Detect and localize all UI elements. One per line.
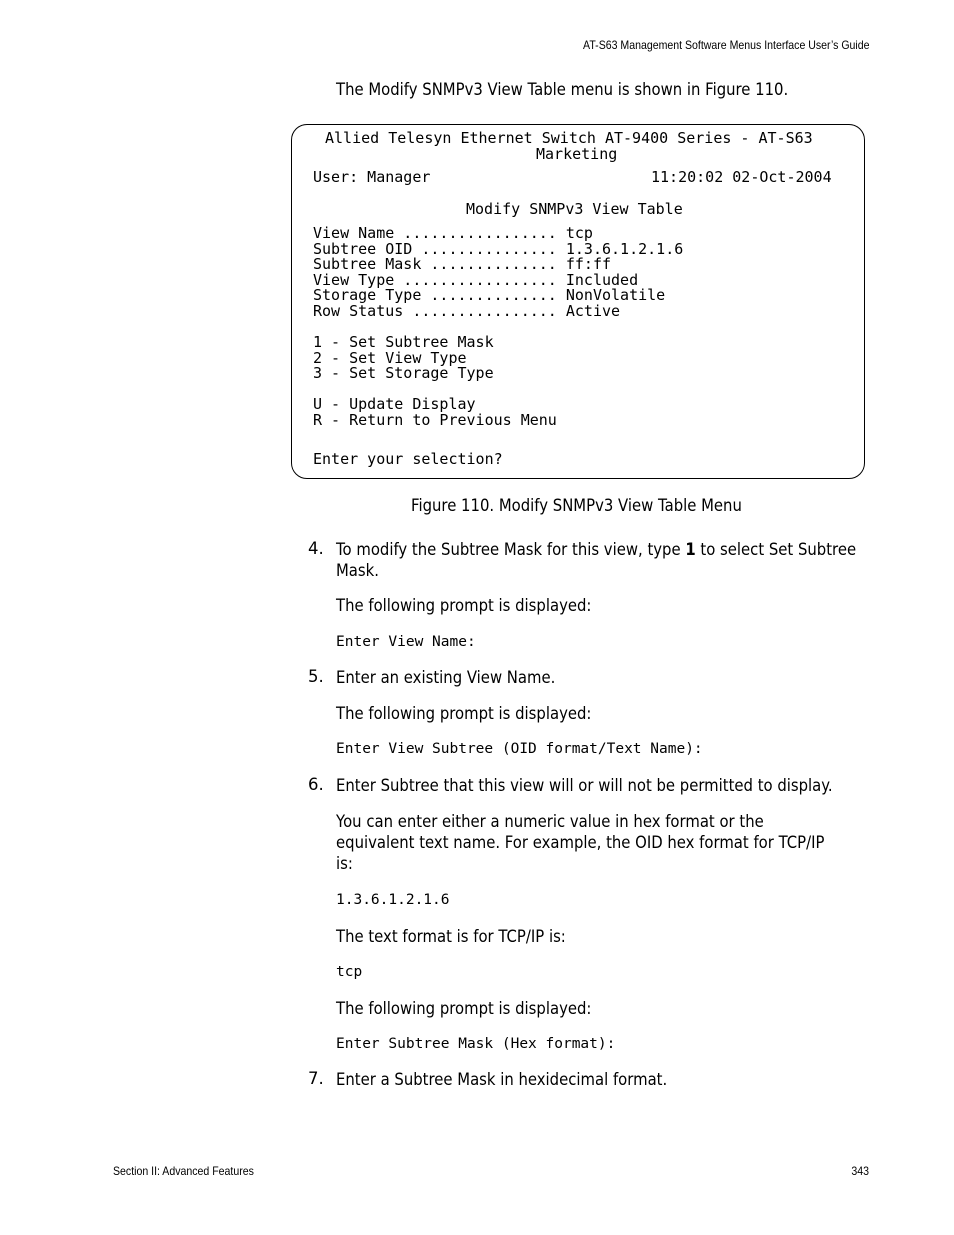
- footer-page-number: 343: [851, 1164, 869, 1178]
- option-set-view-type[interactable]: 2 - Set View Type: [313, 348, 467, 367]
- field-subtree-oid-value: 1.3.6.1.2.1.6: [565, 239, 684, 258]
- step-6-number: 6.: [308, 775, 324, 794]
- step-5-code: Enter View Subtree (OID format/Text Name):: [336, 741, 703, 757]
- option-return-previous-menu[interactable]: R - Return to Previous Menu: [313, 410, 557, 429]
- screen-user: User: Manager: [313, 168, 431, 186]
- step-7-text: [336, 1069, 704, 1090]
- field-subtree-mask-value: ff:ff: [565, 255, 612, 274]
- field-view-name-value: tcp: [565, 224, 593, 242]
- footer-section: Section II: Advanced Features: [113, 1164, 254, 1178]
- step-6-code-oid: 1.3.6.1.2.1.6: [336, 892, 450, 908]
- step-7-number: 7.: [308, 1069, 324, 1088]
- step-6-text-inner: Enter Subtree that this view will or will not be permitted to display.: [336, 776, 833, 795]
- screen-nav-list: [313, 397, 557, 428]
- step-4-follow-text: The following prompt is displayed:: [336, 596, 592, 615]
- step-6-text-format-inner: The text format is for TCP/IP is:: [336, 927, 566, 946]
- step-5-text: [336, 667, 580, 688]
- step-6-para-line3: is:: [336, 854, 353, 873]
- field-storage-type-label: Storage Type ..............: [313, 286, 566, 305]
- step-5-number: 5.: [308, 667, 324, 686]
- intro-paragraph: [336, 79, 838, 100]
- running-header: AT-S63 Management Software Menus Interface User’s Guide: [582, 38, 869, 52]
- step-4-text: [336, 539, 914, 581]
- step-6-text-format: [336, 926, 591, 947]
- option-set-subtree-mask[interactable]: 1 - Set Subtree Mask: [313, 333, 494, 351]
- step-4-follow: [336, 595, 620, 616]
- screen-title-line2: Marketing: [536, 145, 618, 163]
- step-4-key: 1: [685, 540, 696, 559]
- step-4-number: 4.: [308, 539, 324, 558]
- step-4-text-before: To modify the Subtree Mask for this view, type: [336, 540, 686, 559]
- step-4-text-line2: Mask.: [336, 561, 379, 580]
- step-5-text-inner: Enter an existing View Name.: [336, 668, 556, 687]
- screen-field-list: [313, 226, 683, 320]
- step-4-code: Enter View Name:: [336, 634, 476, 650]
- field-row-status-value: Active: [565, 301, 621, 320]
- step-7-text-inner: Enter a Subtree Mask in hexidecimal format.: [336, 1070, 668, 1089]
- screen-selection-prompt: Enter your selection?: [313, 450, 503, 468]
- step-6-code-mask: Enter Subtree Mask (Hex format):: [336, 1036, 616, 1052]
- figure-caption: [411, 495, 779, 516]
- step-6-follow-text: The following prompt is displayed:: [336, 999, 592, 1018]
- intro-text: The Modify SNMPv3 View Table menu is shown in Figure 110.: [336, 80, 789, 99]
- field-subtree-mask-label: Subtree Mask ..............: [313, 255, 566, 274]
- step-6-para-line2: equivalent text name. For example, the OID hex format for TCP/IP: [336, 833, 825, 852]
- field-view-type-value: Included: [565, 270, 639, 289]
- screen-title-line1: Allied Telesyn Ethernet Switch AT-9400 Series - AT-S63: [325, 129, 813, 147]
- option-set-storage-type[interactable]: 3 - Set Storage Type: [313, 364, 494, 383]
- screen-datetime: 11:20:02 02-Oct-2004: [651, 168, 832, 186]
- field-subtree-oid-label: Subtree OID ...............: [313, 239, 566, 258]
- field-storage-type-value: NonVolatile: [565, 286, 666, 305]
- screen-option-list: [313, 335, 494, 382]
- step-6-paragraph: [336, 811, 879, 874]
- step-5-follow-text: The following prompt is displayed:: [336, 704, 592, 723]
- step-6-text: [336, 775, 888, 796]
- field-row-status-label: Row Status ................: [313, 301, 566, 320]
- option-update-display[interactable]: U - Update Display: [313, 395, 476, 413]
- step-6-para-line1: You can enter either a numeric value in hex format or the: [336, 812, 764, 831]
- field-view-name-label: View Name .................: [313, 224, 566, 242]
- step-6-follow: [336, 998, 620, 1019]
- step-6-code-tcp: tcp: [336, 964, 363, 980]
- step-4-text-after: to select Set Subtree: [695, 540, 857, 559]
- field-view-type-label: View Type .................: [313, 270, 566, 289]
- screen-menu-title: Modify SNMPv3 View Table: [466, 200, 683, 218]
- figure-caption-text: Figure 110. Modify SNMPv3 View Table Menu: [411, 496, 742, 515]
- step-5-follow: [336, 703, 620, 724]
